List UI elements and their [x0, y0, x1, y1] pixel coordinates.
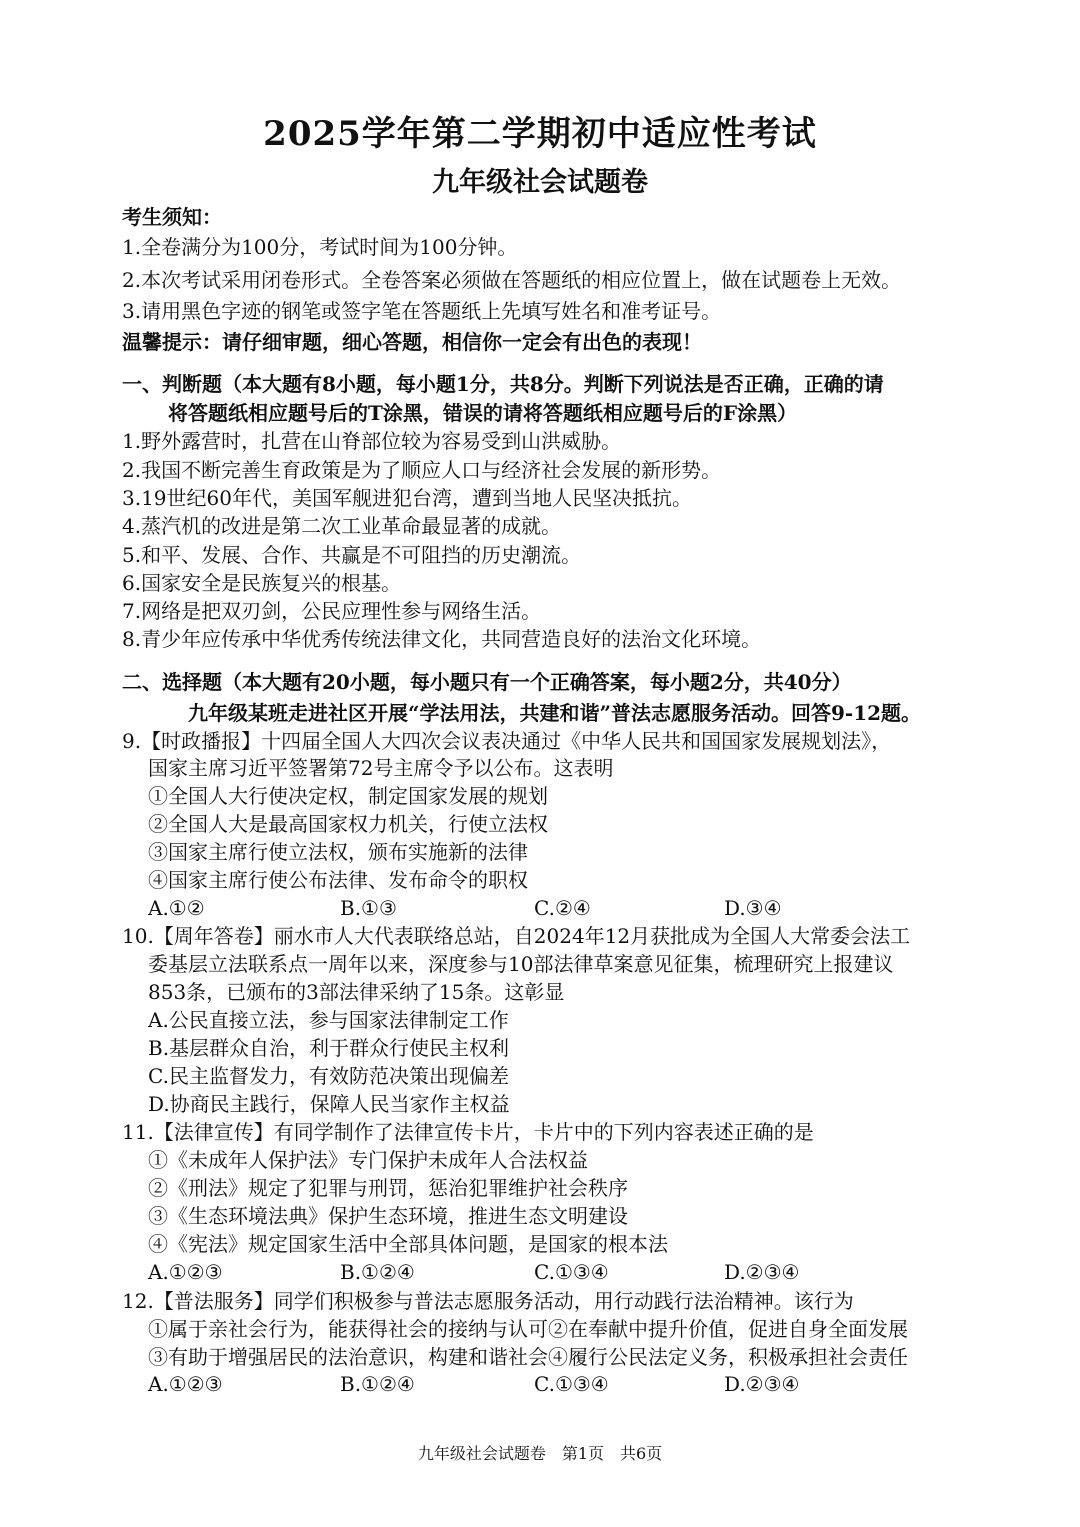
- q10-stem-cont-2: 853条，已颁布的3部法律采纳了15条。这彰显: [148, 980, 565, 1004]
- q12-options: [148, 1370, 948, 1398]
- q9-option-b: B.①③: [340, 896, 397, 920]
- q9-option-a: A.①②: [148, 896, 205, 920]
- judge-item-6: 6.国家安全是民族复兴的根基。: [122, 571, 402, 595]
- q11-stem: 11.【法律宣传】有同学制作了法律宣传卡片，卡片中的下列内容表述正确的是: [122, 1120, 814, 1144]
- q10-option-c: C.民主监督发力，有效防范决策出现偏差: [148, 1064, 509, 1088]
- judge-item-7: 7.网络是把双刃剑，公民应理性参与网络生活。: [122, 599, 542, 623]
- q9-statement-1: ①全国人大行使决定权，制定国家发展的规划: [148, 784, 548, 808]
- judge-item-4: 4.蒸汽机的改进是第二次工业革命最显著的成就。: [122, 514, 562, 538]
- page-footer: 九年级社会试题卷 第1页 共6页: [417, 1444, 663, 1463]
- judge-item-1: 1.野外露营时，扎营在山脊部位较为容易受到山洪威胁。: [122, 429, 622, 453]
- q11-statement-2: ②《刑法》规定了犯罪与刑罚，惩治犯罪维护社会秩序: [148, 1176, 628, 1200]
- q12-statements-1: ①属于亲社会行为，能获得社会的接纳与认可②在奉献中提升价值，促进自身全面发展: [148, 1317, 908, 1341]
- q12-option-b: B.①②④: [340, 1372, 415, 1396]
- notice-item-1: 1.全卷满分为100分，考试时间为100分钟。: [122, 235, 518, 259]
- q9-statement-2: ②全国人大是最高国家权力机关，行使立法权: [148, 812, 548, 836]
- q12-stem: 12.【普法服务】同学们积极参与普法志愿服务活动，用行动践行法治精神。该行为: [122, 1289, 854, 1313]
- q9-statement-3: ③国家主席行使立法权，颁布实施新的法律: [148, 840, 528, 864]
- page-subtitle: 九年级社会试题卷: [432, 167, 648, 198]
- q11-options: [148, 1258, 948, 1286]
- q10-stem: 10.【周年答卷】丽水市人大代表联络总站，自2024年12月获批成为全国人大常委会法工: [122, 924, 911, 948]
- section1-heading: 一、判断题（本大题有8小题，每小题1分，共8分。判断下列说法是否正确，正确的请: [122, 372, 884, 396]
- q9-option-d: D.③④: [724, 896, 782, 920]
- q11-option-b: B.①②④: [340, 1260, 415, 1284]
- q9-statement-4: ④国家主席行使公布法律、发布命令的职权: [148, 868, 528, 892]
- q11-option-c: C.①③④: [534, 1260, 609, 1284]
- judge-item-5: 5.和平、发展、合作、共赢是不可阻挡的历史潮流。: [122, 543, 582, 567]
- q11-statement-1: ①《未成年人保护法》专门保护未成年人合法权益: [148, 1148, 588, 1172]
- q12-option-c: C.①③④: [534, 1372, 609, 1396]
- q10-option-b: B.基层群众自治，利于群众行使民主权利: [148, 1036, 510, 1060]
- q10-option-d: D.协商民主践行，保障人民当家作主权益: [148, 1092, 510, 1116]
- q10-stem-cont-1: 委基层立法联系点一周年以来，深度参与10部法律草案意见征集，梳理研究上报建议: [148, 952, 894, 976]
- q11-statement-4: ④《宪法》规定国家生活中全部具体问题，是国家的根本法: [148, 1232, 668, 1256]
- section2-heading: 二、选择题（本大题有20小题，每小题只有一个正确答案，每小题2分，共40分）: [122, 670, 852, 694]
- judge-item-2: 2.我国不断完善生育政策是为了顺应人口与经济社会发展的新形势。: [122, 458, 722, 482]
- notice-item-2: 2.本次考试采用闭卷形式。全卷答案必须做在答题纸的相应位置上，做在试题卷上无效。: [122, 268, 902, 292]
- notice-item-3: 3.请用黑色字迹的钢笔或签字笔在答题纸上先填写姓名和准考证号。: [122, 299, 722, 323]
- q12-option-d: D.②③④: [724, 1372, 800, 1396]
- q9-option-c: C.②④: [534, 896, 591, 920]
- q12-option-a: A.①②③: [148, 1372, 223, 1396]
- q11-option-d: D.②③④: [724, 1260, 800, 1284]
- q9-options: [148, 894, 948, 922]
- q9-stem-cont: 国家主席习近平签署第72号主席令予以公布。这表明: [148, 756, 614, 780]
- q12-statements-2: ③有助于增强居民的法治意识，构建和谐社会④履行公民法定义务，积极承担社会责任: [148, 1345, 908, 1369]
- q11-option-a: A.①②③: [148, 1260, 223, 1284]
- section1-heading-cont: 将答题纸相应题号后的T涂黑，错误的请将答题纸相应题号后的F涂黑）: [168, 401, 798, 425]
- q9-stem: 9.【时政播报】十四届全国人大四次会议表决通过《中华人民共和国国家发展规划法》，: [122, 729, 892, 753]
- section2-intro: 九年级某班走进社区开展“学法用法，共建和谐”普法志愿服务活动。回答9-12题。: [188, 701, 922, 725]
- q11-statement-3: ③《生态环境法典》保护生态环境，推进生态文明建设: [148, 1204, 628, 1228]
- q10-option-a: A.公民直接立法，参与国家法律制定工作: [148, 1008, 509, 1032]
- page-title: 2025学年第二学期初中适应性考试: [263, 114, 817, 154]
- judge-item-3: 3.19世纪60年代，美国军舰进犯台湾，遭到当地人民坚决抵抗。: [122, 486, 692, 510]
- notice-heading: 考生须知：: [122, 205, 222, 229]
- judge-item-8: 8.青少年应传承中华优秀传统法律文化，共同营造良好的法治文化环境。: [122, 627, 762, 651]
- notice-tip: 温馨提示：请仔细审题，细心答题，相信你一定会有出色的表现！: [122, 330, 702, 354]
